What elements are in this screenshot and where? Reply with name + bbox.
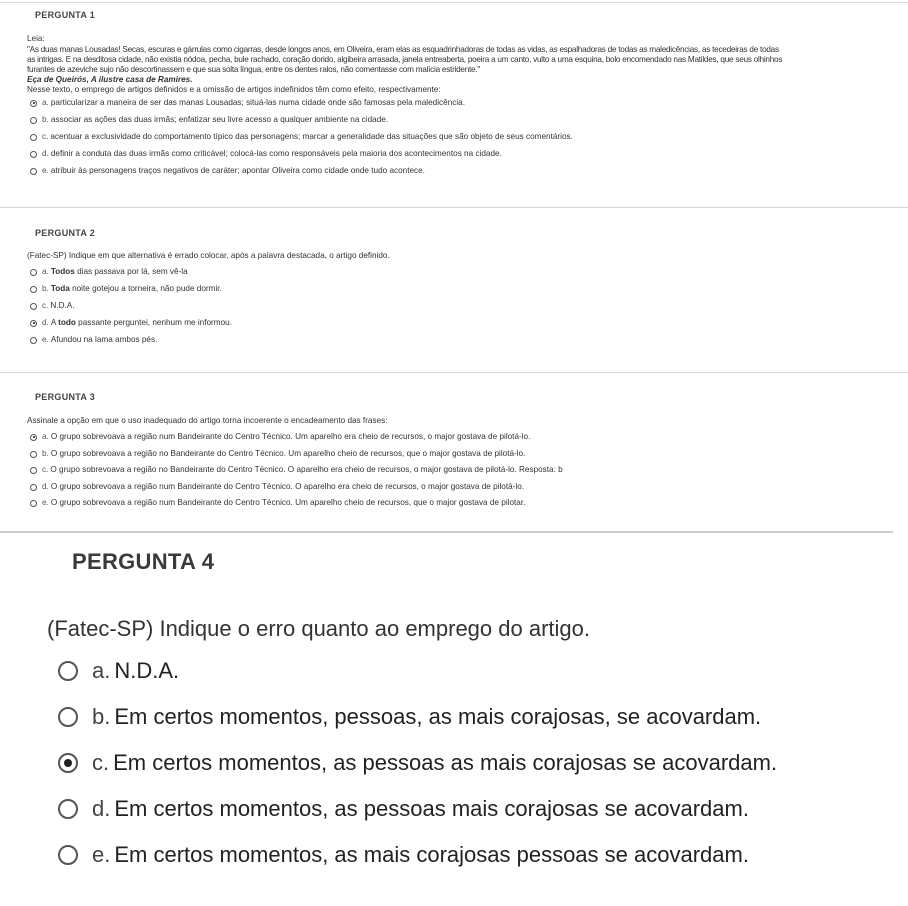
question-4-option-a[interactable] [58, 658, 179, 684]
radio-icon[interactable] [58, 707, 78, 727]
option-letter: b. [42, 449, 49, 458]
option-text: Em certos momentos, pessoas, as mais corajosas, se acovardam. [114, 704, 762, 729]
option-letter: d. [42, 318, 49, 327]
radio-selected-icon[interactable] [30, 320, 37, 327]
option-text: Em certos momentos, as pessoas as mais corajosas se acovardam. [113, 750, 778, 775]
option-letter: c. [42, 465, 49, 474]
question-1-prompt: Nesse texto, o emprego de artigos definidos e a omissão de artigos indefinidos têm como efeito, respectivamente: [27, 85, 441, 94]
question-4-option-b[interactable] [58, 704, 761, 730]
radio-icon[interactable] [30, 484, 37, 491]
option-text: O grupo sobrevoava a região num Bandeirante do Centro Técnico. Um aparelho cheio de recursos, que o major gostava de pilotar. [50, 498, 526, 507]
question-3-option-d[interactable] [30, 482, 524, 492]
divider [0, 531, 893, 533]
question-3-title: PERGUNTA 3 [35, 392, 96, 402]
question-1-source: Eça de Queirós, A ilustre casa de Ramires. [27, 75, 193, 84]
question-3-option-a[interactable] [30, 432, 530, 442]
radio-icon[interactable] [58, 661, 78, 681]
option-letter: c. [42, 132, 49, 141]
radio-icon[interactable] [30, 117, 37, 124]
radio-icon[interactable] [30, 337, 37, 344]
question-4-prompt: (Fatec-SP) Indique o erro quanto ao emprego do artigo. [47, 616, 590, 641]
option-letter: b. [42, 284, 49, 293]
option-text: N.D.A. [50, 301, 75, 310]
question-3-option-e[interactable] [30, 498, 525, 508]
question-1-intro: Leia: [27, 34, 45, 43]
option-letter: e. [92, 842, 111, 867]
option-text: acentuar a exclusividade do comportamento típico das personagens; marcar a generalidade das situações que são objeto de seus comentários. [50, 132, 573, 141]
option-letter: a. [92, 658, 111, 683]
option-text: passante perguntei, nenhum me informou. [75, 318, 232, 327]
option-text: O grupo sobrevoava a região num Bandeirante do Centro Técnico. Um aparelho era cheio de recursos, o major gostava de pilotá-lo. [50, 432, 531, 441]
option-letter: b. [92, 704, 111, 729]
question-1-option-b[interactable] [30, 115, 388, 125]
option-letter: c. [42, 301, 49, 310]
option-letter: a. [42, 432, 49, 441]
question-3-prompt: Assinale a opção em que o uso inadequado do artigo torna incoerente o encadeamento das frases: [27, 416, 388, 425]
option-letter: d. [42, 149, 49, 158]
option-text: Afundou na lama ambos pés. [50, 335, 158, 344]
radio-icon[interactable] [30, 451, 37, 458]
question-4-option-e[interactable] [58, 842, 749, 868]
option-text: Em certos momentos, as pessoas mais corajosas se acovardam. [114, 796, 749, 821]
radio-icon[interactable] [30, 134, 37, 141]
question-1-option-c[interactable] [30, 132, 573, 142]
option-text: atribuir às personagens traços negativos de caráter; apontar Oliveira como cidade onde tudo acontece. [50, 166, 425, 175]
question-2-prompt: (Fatec-SP) Indique em que alternativa é errado colocar, após a palavra destacada, o artigo definido. [27, 251, 390, 260]
radio-selected-icon[interactable] [30, 434, 37, 441]
divider [0, 372, 908, 373]
question-1-option-e[interactable] [30, 166, 425, 176]
top-divider [0, 2, 908, 3]
option-text: noite gotejou a torneira, não pude dormir. [69, 284, 222, 293]
radio-icon[interactable] [30, 168, 37, 175]
question-3-option-b[interactable] [30, 449, 525, 459]
radio-selected-icon[interactable] [58, 753, 78, 773]
question-2-option-c[interactable] [30, 301, 75, 311]
option-letter: c. [92, 750, 110, 775]
radio-icon[interactable] [30, 269, 37, 276]
question-1-option-a[interactable] [30, 98, 465, 108]
divider [0, 207, 908, 208]
question-2-option-a[interactable] [30, 267, 188, 277]
question-2-title: PERGUNTA 2 [35, 228, 96, 238]
option-letter: a. [42, 267, 49, 276]
question-2-option-b[interactable] [30, 284, 222, 294]
option-text: O grupo sobrevoava a região no Bandeirante do Centro Técnico. O aparelho era cheio de recursos, o major gostava de pilotá-lo. Resposta: b [50, 465, 563, 474]
question-4-option-d[interactable] [58, 796, 749, 822]
question-1-title: PERGUNTA 1 [35, 10, 96, 20]
option-text: associar as ações das duas irmãs; enfatizar seu livre acesso a qualquer ambiente na cidade. [50, 115, 389, 124]
question-1-text-line: furantes de azeviche sujo não descortinassem e que sua solta língua, entre os dentes ralos, não comentasse com malícia estridente." [27, 65, 481, 74]
option-text: O grupo sobrevoava a região no Bandeirante do Centro Técnico. Um aparelho cheio de recursos, que o major gostava de pilotá-lo. [50, 449, 526, 458]
option-letter: d. [42, 482, 49, 491]
option-text: N.D.A. [114, 658, 180, 683]
option-highlight-word: Toda [50, 284, 70, 293]
question-3-option-c[interactable] [30, 465, 563, 475]
radio-icon[interactable] [30, 500, 37, 507]
question-1-option-d[interactable] [30, 149, 502, 159]
question-4-option-c[interactable] [58, 750, 777, 776]
option-letter: d. [92, 796, 111, 821]
option-text: dias passava por lá, sem vê-la [74, 267, 188, 276]
radio-icon[interactable] [30, 303, 37, 310]
option-text: definir a conduta das duas irmãs como criticável; colocá-las como responsáveis pela maioria dos acontecimentos na cidade. [50, 149, 502, 158]
option-letter: e. [42, 166, 49, 175]
option-highlight-word: todo [58, 318, 76, 327]
question-1-text-line: as intrigas. E na desditosa cidade, não existia nódoa, pecha, bule rachado, coração dorido, algibeira arrasada, janela entreaberta, poeira a um canto, vulto a uma esquina, bolo encomendado nas Matildes, que seus olhinhos [27, 55, 783, 64]
option-letter: e. [42, 498, 49, 507]
option-text: particularizar a maneira de ser das manas Lousadas; situá-las numa cidade onde são famosas pela maledicência. [50, 98, 465, 107]
question-2-option-e[interactable] [30, 335, 157, 345]
question-4-title: PERGUNTA 4 [72, 549, 215, 574]
option-text: Em certos momentos, as mais corajosas pessoas se acovardam. [114, 842, 749, 867]
option-text: A [50, 318, 59, 327]
question-1-text-line: "As duas manas Lousadas! Secas, escuras e gárrulas como cigarras, desde longos anos, em Oliveira, eram elas as esquadrinhadoras de todas as vidas, as espalhadoras de todas as maledicências, as tecedeiras de todas [27, 45, 779, 54]
question-2-option-d[interactable] [30, 318, 232, 328]
radio-icon[interactable] [30, 286, 37, 293]
option-letter: a. [42, 98, 49, 107]
radio-icon[interactable] [58, 845, 78, 865]
option-letter: e. [42, 335, 49, 344]
radio-icon[interactable] [30, 151, 37, 158]
option-letter: b. [42, 115, 49, 124]
radio-selected-icon[interactable] [30, 100, 37, 107]
option-highlight-word: Todos [50, 267, 75, 276]
radio-icon[interactable] [58, 799, 78, 819]
radio-icon[interactable] [30, 467, 37, 474]
option-text: O grupo sobrevoava a região num Bandeirante do Centro Técnico. O aparelho era cheio de recursos, o major gostava de pilotá-lo. [50, 482, 525, 491]
